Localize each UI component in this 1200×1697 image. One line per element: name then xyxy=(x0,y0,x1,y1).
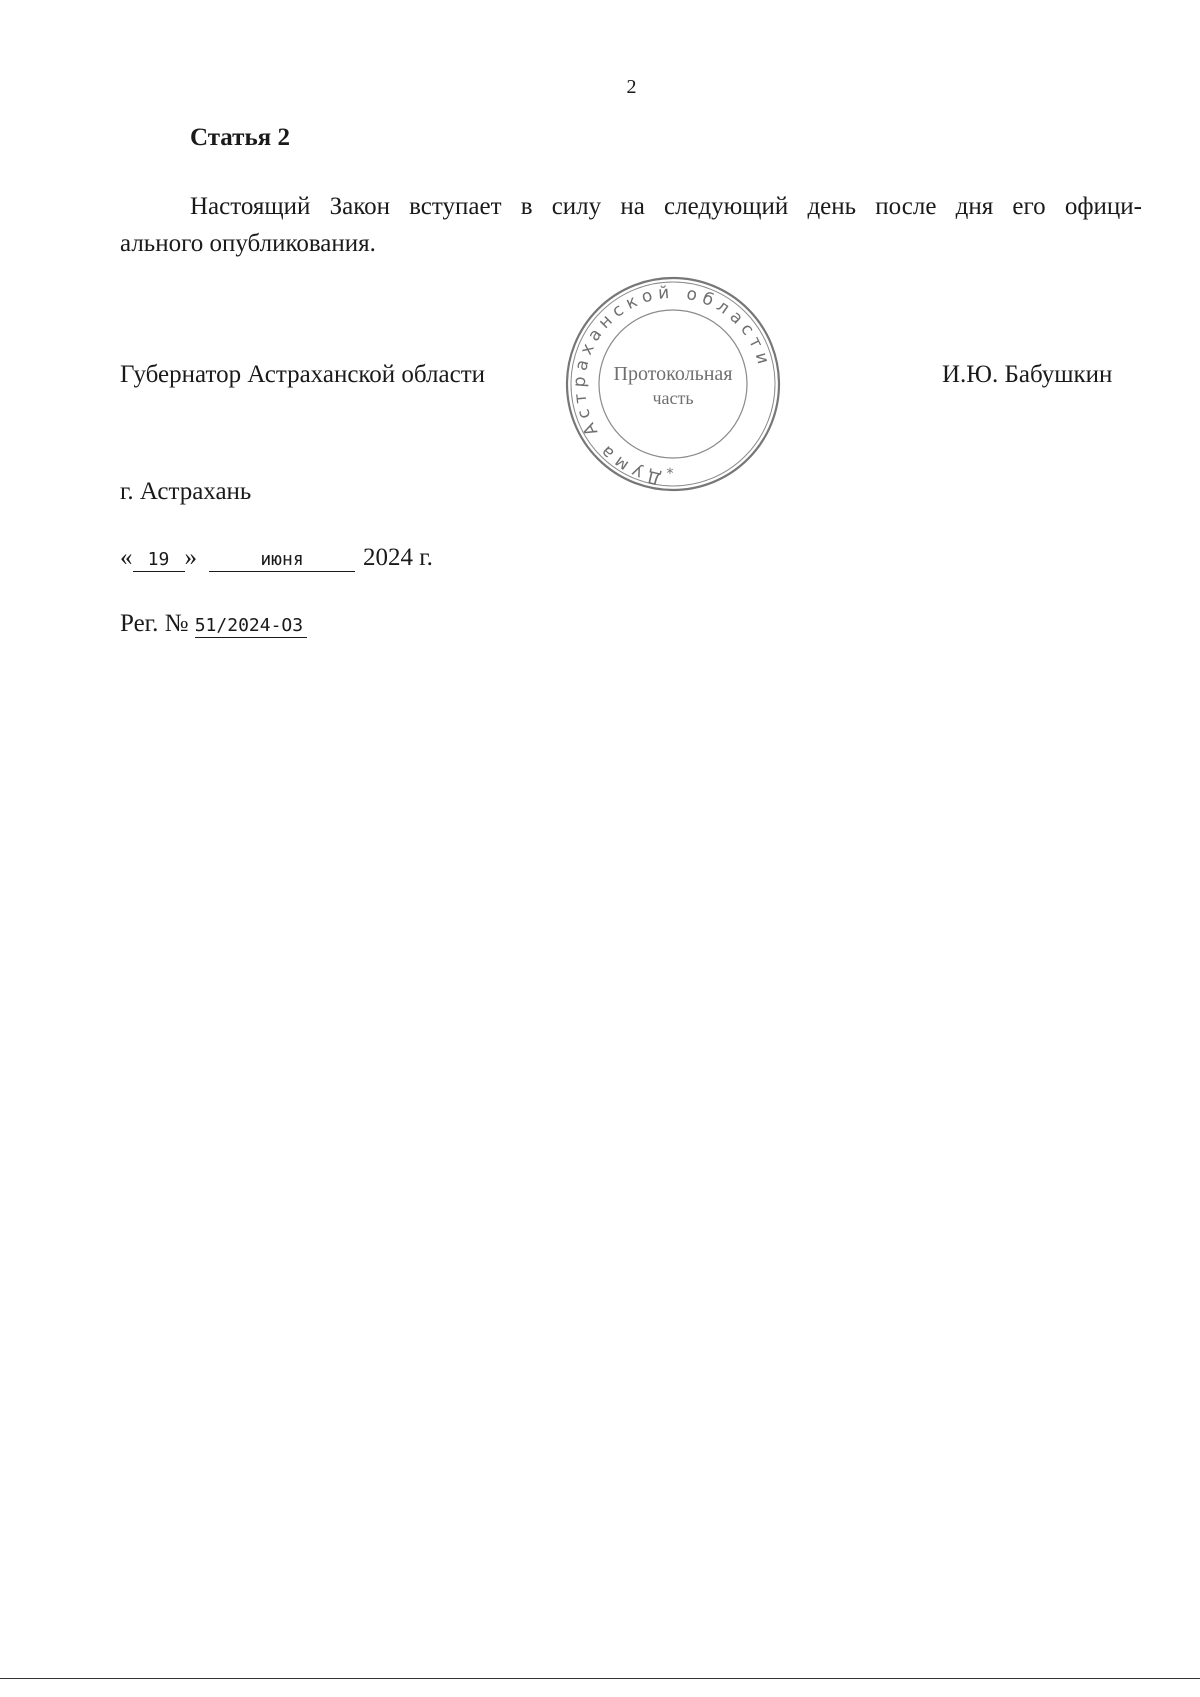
article-text-line-1: Настоящий Закон вступает в силу на следующий день после дня его офици- xyxy=(190,193,1142,220)
footer-rule xyxy=(0,1678,1200,1679)
registration-line xyxy=(120,610,307,638)
stamp-center-line-1: Протокольная xyxy=(613,363,733,385)
signing-date xyxy=(120,544,433,572)
article-text-line-2: ального опубликования. xyxy=(120,230,376,257)
date-day: 19 xyxy=(133,549,185,572)
stamp-center-line-2: часть xyxy=(652,388,694,408)
article-text xyxy=(120,188,1142,262)
signature-title: Губернатор Астраханской области xyxy=(120,361,486,388)
date-year: 2024 г. xyxy=(363,544,433,571)
official-stamp xyxy=(560,273,786,495)
date-close-quote: » xyxy=(184,544,197,571)
date-open-quote: « xyxy=(120,544,133,571)
stamp-ring-textpath: Дума Астраханской области xyxy=(569,282,775,489)
stamp-star: * xyxy=(666,466,674,482)
registration-label: Рег. № xyxy=(120,610,189,637)
page-number: 2 xyxy=(626,76,637,98)
registration-number: 51/2024-ОЗ xyxy=(195,615,307,638)
place-of-signing: г. Астрахань xyxy=(120,478,252,505)
date-month: июня xyxy=(209,549,355,572)
article-heading: Статья 2 xyxy=(190,124,290,151)
signature-name: И.Ю. Бабушкин xyxy=(942,361,1113,388)
